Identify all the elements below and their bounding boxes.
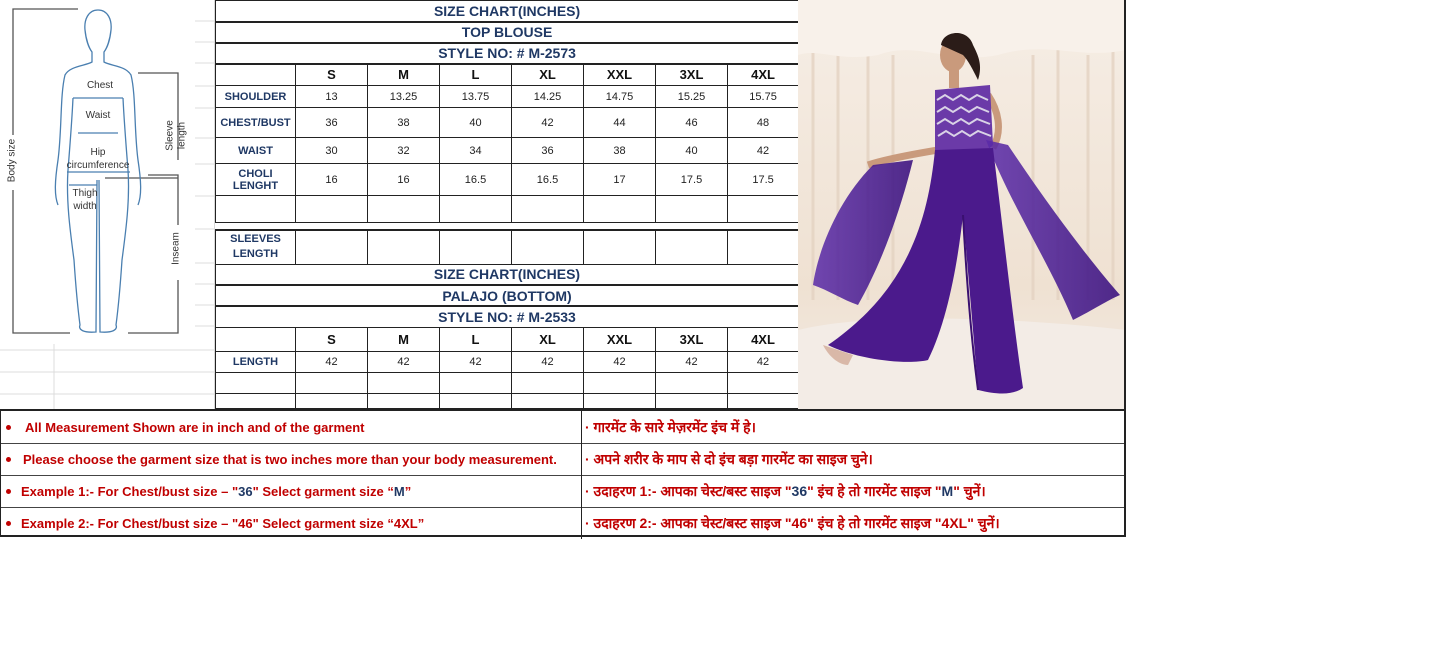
value-cell: 17.5 [656, 164, 728, 196]
body-outline-icon [0, 0, 215, 410]
bullet-icon [6, 489, 11, 494]
table-row-empty [216, 393, 799, 408]
empty-cell [656, 230, 728, 264]
empty-cell [512, 393, 584, 408]
size-header: XXL [584, 327, 656, 351]
bullet-icon [6, 457, 11, 462]
value-cell: 17 [584, 164, 656, 196]
sleeves-label-line2: LENGTH [232, 248, 279, 261]
empty-cell [216, 393, 296, 408]
top-blouse-size-table [215, 0, 799, 223]
empty-cell [584, 372, 656, 393]
empty-cell [728, 196, 799, 223]
empty-cell [368, 230, 440, 264]
size-header: 4XL [728, 327, 799, 351]
size-header: M [368, 64, 440, 86]
hip-label: Hip [90, 147, 106, 158]
empty-cell [728, 230, 799, 264]
empty-cell [656, 393, 728, 408]
style-number: STYLE NO: # M-2573 [216, 43, 799, 64]
value-cell: 48 [728, 108, 799, 138]
waist-label: Waist [85, 110, 111, 121]
value-cell: 40 [440, 108, 512, 138]
value-cell: 13 [296, 86, 368, 108]
empty-cell [656, 196, 728, 223]
bullet-icon [6, 425, 11, 430]
note-hindi: · उदाहरण 2:- आपका चेस्ट/बस्ट साइज " 46 " इंच हे तो गारमेंट साइज " 4XL " चुनें। [585, 514, 1000, 531]
corner-cell [216, 64, 296, 86]
size-header: XL [512, 64, 584, 86]
note-row [1, 475, 1124, 508]
table-row [216, 164, 799, 196]
hip-circumference-label: circumference [66, 160, 130, 171]
value-cell: 42 [656, 351, 728, 372]
empty-cell [368, 393, 440, 408]
row-label-shoulder: SHOULDER [216, 86, 296, 108]
empty-cell [440, 393, 512, 408]
value-cell: 44 [584, 108, 656, 138]
size-header: 3XL [656, 64, 728, 86]
row-label-choli-length: CHOLI LENGHT [216, 164, 296, 196]
note-row [1, 507, 1124, 539]
value-cell: 38 [584, 138, 656, 164]
row-label-chest-bust: CHEST/BUST [216, 108, 296, 138]
note-text: Example 2:- For Chest/bust size – "46" Select garment size “4XL” [21, 515, 425, 531]
thigh-width-label: width [73, 201, 97, 212]
garment-name: TOP BLOUSE [216, 22, 799, 43]
value-cell: 42 [728, 138, 799, 164]
note-row [1, 443, 1124, 476]
table-row [216, 351, 799, 372]
note-text: Example 1:- For Chest/bust size – "36" Select garment size “M” [21, 483, 412, 499]
note-hindi: · गारमेंट के सारे मेज़रमेंट इंच में हे। [585, 418, 756, 435]
size-header: XXL [584, 64, 656, 86]
table-row [216, 138, 799, 164]
body-size-label: Body size [6, 138, 18, 183]
empty-cell [440, 196, 512, 223]
value-cell: 14.25 [512, 86, 584, 108]
style-number: STYLE NO: # M-2533 [216, 306, 799, 327]
size-header: S [296, 327, 368, 351]
sleeves-length-row [216, 230, 799, 264]
size-header: L [440, 64, 512, 86]
row-label-sleeves-length [216, 230, 296, 264]
value-cell: 36 [296, 108, 368, 138]
empty-cell [584, 230, 656, 264]
note-hindi: · उदाहरण 1:- आपका चेस्ट/बस्ट साइज " 36 " इंच हे तो गारमेंट साइज " M " चुनें। [585, 482, 986, 499]
empty-cell [584, 393, 656, 408]
note-text: All Measurement Shown are in inch and of the garment [25, 419, 365, 435]
corner-cell [216, 327, 296, 351]
note-hindi: · अपने शरीर के माप से दो इंच बड़ा गारमेंट का साइज चुने। [585, 450, 873, 467]
value-cell: 15.75 [728, 86, 799, 108]
size-header: 3XL [656, 327, 728, 351]
note-text: Please choose the garment size that is two inches more than your body measurement. [23, 451, 557, 467]
value-cell: 40 [656, 138, 728, 164]
note-english [1, 443, 582, 475]
value-cell: 42 [512, 351, 584, 372]
empty-cell [584, 196, 656, 223]
value-cell: 14.75 [584, 86, 656, 108]
value-cell: 16 [296, 164, 368, 196]
value-cell: 42 [728, 351, 799, 372]
size-header: L [440, 327, 512, 351]
value-cell: 16.5 [512, 164, 584, 196]
empty-cell [440, 230, 512, 264]
value-cell: 13.75 [440, 86, 512, 108]
table-row [216, 86, 799, 108]
sleeves-label-line1: SLEEVES [230, 233, 281, 246]
table-row-empty [216, 372, 799, 393]
size-chart-title: SIZE CHART(INCHES) [216, 264, 799, 285]
table-row-empty [216, 196, 799, 223]
value-cell: 42 [368, 351, 440, 372]
bullet-icon [6, 521, 11, 526]
garment-name: PALAJO (BOTTOM) [216, 285, 799, 306]
value-cell: 34 [440, 138, 512, 164]
inseam-label: Inseam [170, 232, 182, 265]
sleeve-label: Sleeve [164, 120, 176, 151]
body-measurement-diagram [0, 0, 215, 410]
table-row [216, 108, 799, 138]
size-header: M [368, 327, 440, 351]
empty-cell [728, 372, 799, 393]
value-cell: 30 [296, 138, 368, 164]
note-english [1, 475, 582, 507]
empty-cell [512, 230, 584, 264]
value-cell: 16.5 [440, 164, 512, 196]
value-cell: 36 [512, 138, 584, 164]
size-notes-table [0, 409, 1126, 537]
sleeve-length-label: length [176, 121, 188, 150]
note-row [1, 411, 1124, 444]
value-cell: 16 [368, 164, 440, 196]
size-chart-title: SIZE CHART(INCHES) [216, 1, 799, 22]
row-label-waist: WAIST [216, 138, 296, 164]
product-photo [798, 0, 1126, 409]
note-english [1, 507, 582, 539]
empty-cell [368, 372, 440, 393]
value-cell: 46 [656, 108, 728, 138]
empty-cell [512, 196, 584, 223]
value-cell: 38 [368, 108, 440, 138]
empty-cell [216, 372, 296, 393]
value-cell: 42 [512, 108, 584, 138]
thigh-label: Thigh [72, 188, 98, 199]
value-cell: 13.25 [368, 86, 440, 108]
value-cell: 42 [440, 351, 512, 372]
note-english [1, 411, 582, 443]
size-header: S [296, 64, 368, 86]
empty-cell [512, 372, 584, 393]
empty-cell [440, 372, 512, 393]
size-header: XL [512, 327, 584, 351]
empty-cell [728, 393, 799, 408]
empty-cell [296, 393, 368, 408]
value-cell: 15.25 [656, 86, 728, 108]
size-header: 4XL [728, 64, 799, 86]
value-cell: 32 [368, 138, 440, 164]
model-in-purple-palazzo-image [798, 0, 1126, 409]
palazzo-size-table [215, 229, 799, 409]
chest-label: Chest [86, 80, 114, 91]
value-cell: 42 [584, 351, 656, 372]
value-cell: 42 [296, 351, 368, 372]
row-label-length: LENGTH [216, 351, 296, 372]
empty-cell [216, 196, 296, 223]
empty-cell [296, 372, 368, 393]
value-cell: 17.5 [728, 164, 799, 196]
empty-cell [296, 230, 368, 264]
empty-cell [656, 372, 728, 393]
empty-cell [368, 196, 440, 223]
empty-cell [296, 196, 368, 223]
